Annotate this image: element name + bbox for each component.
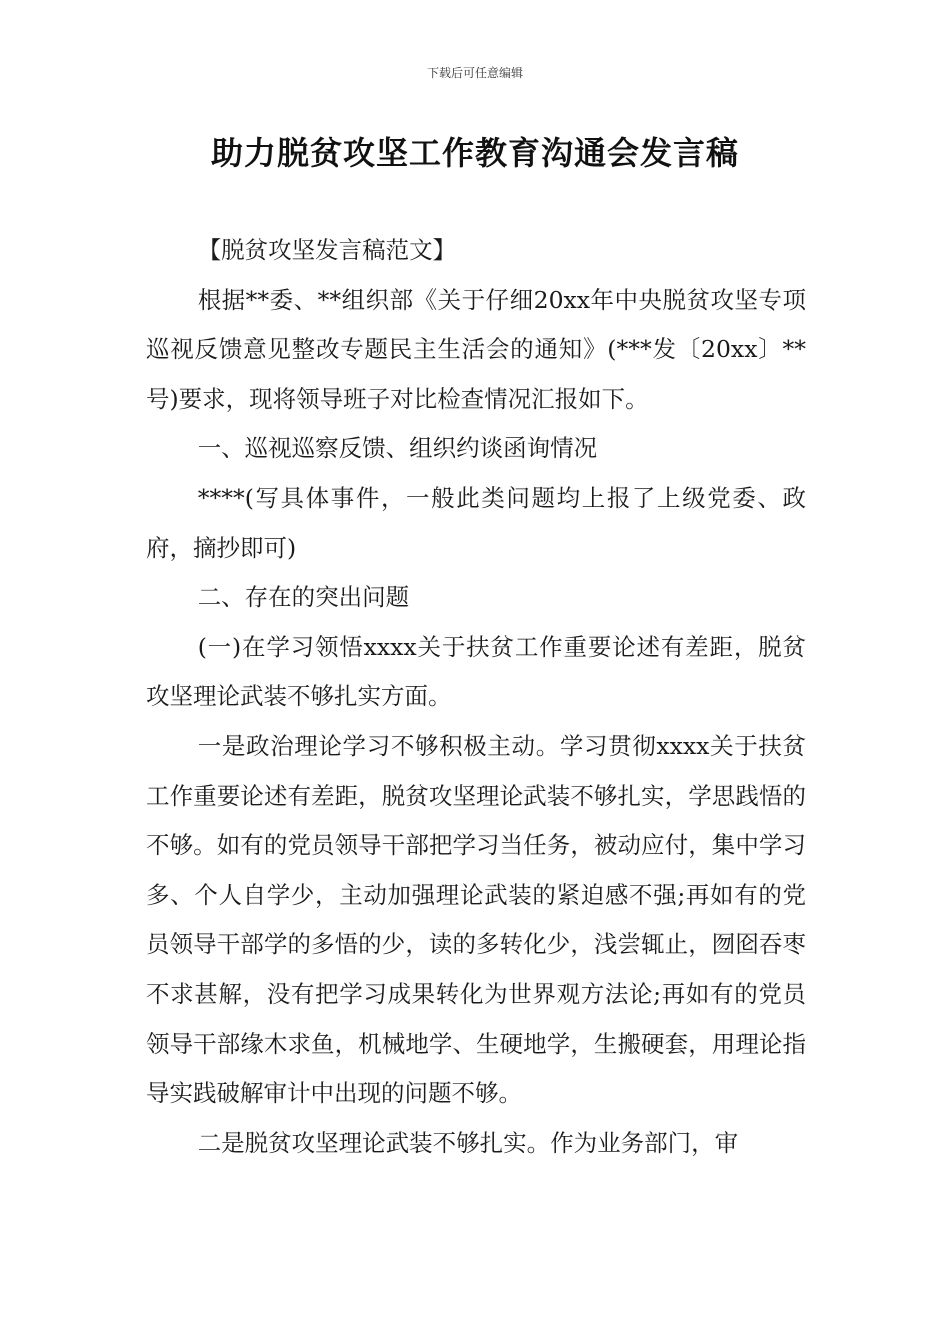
header-note: 下载后可任意编辑 <box>426 66 523 80</box>
paragraph-point-1: 一是政治理论学习不够积极主动。学习贯彻xxxx关于扶贫工作重要论述有差距，脱贫攻坚理论武装不够扎实，学思践悟的不够。如有的党员领导干部把学习当任务，被动应付，集中学习多、个人自学少，主动加强理论武装的紧迫感不强;再如有的党员领导干部学的多悟的少，读的多转化少，浅尝辄止，囫囵吞枣不求甚解，没有把学习成果转化为世界观方法论;再如有的党员领导干部缘木求鱼，机械地学、生硬地学，生搬硬套，用理论指导实践破解审计中出现的问题不够。 <box>146 731 806 1108</box>
paragraph-point-2: 二是脱贫攻坚理论武装不够扎实。作为业务部门，审 <box>197 1128 739 1157</box>
subsection-heading-1: (一)在学习领悟xxxx关于扶贫工作重要论述有差距，脱贫攻坚理论武装不够扎实方面。 <box>146 632 806 711</box>
document-title: 助力脱贫攻坚工作教育沟通会发言稿 <box>210 134 739 172</box>
section-heading-1: 一、巡视巡察反馈、组织约谈函询情况 <box>197 434 598 463</box>
section-heading-2: 二、存在的突出问题 <box>197 583 410 612</box>
paragraph-intro: 根据**委、**组织部《关于仔细20xx年中央脱贫攻坚专项巡视反馈意见整改专题民主生活会的通知》(***发〔20xx〕**号)要求，现将领导班子对比检查情况汇报如下。 <box>146 285 806 413</box>
paragraph-section-1: ****(写具体事件，一般此类问题均上报了上级党委、政府，摘抄即可) <box>146 483 806 562</box>
document-body <box>146 226 806 1168</box>
paragraph-heading-bracket: 【脱贫攻坚发言稿范文】 <box>197 236 457 264</box>
